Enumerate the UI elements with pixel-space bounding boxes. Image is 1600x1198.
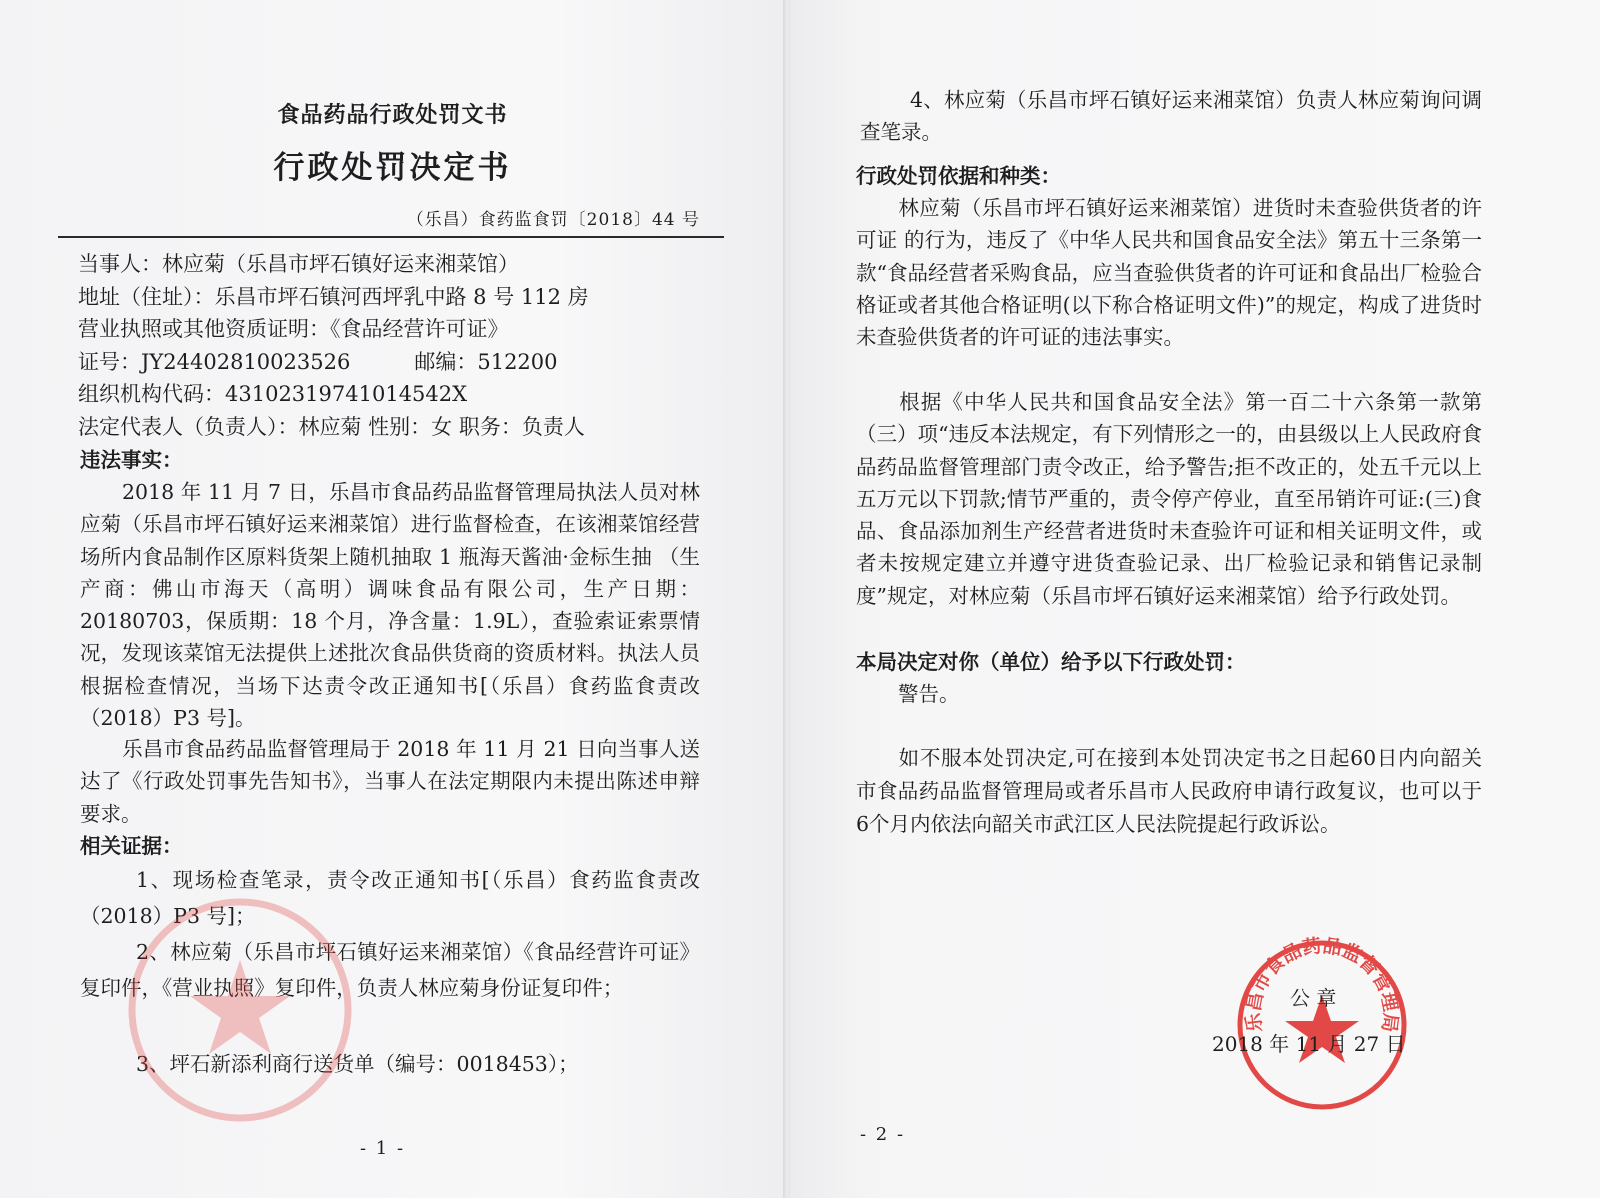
decision-date: 2018 年 11 月 27 日: [1212, 1032, 1406, 1056]
legal-representative: 法定代表人（负责人）：林应菊 性别：女 职务：负责人: [78, 414, 585, 439]
page-1: [0, 0, 785, 1198]
evidence-text-4: 4、林应菊（乐昌市坪石镇好运来湘菜馆）负责人林应菊询问调查笔录。: [860, 88, 1482, 145]
facts-paragraph-2: [80, 733, 700, 830]
evidence-text-3: 3、坪石新添利商行送货单（编号：0018453）；: [136, 1052, 579, 1076]
party-name: 当事人：林应菊（乐昌市坪石镇好运来湘菜馆）: [78, 252, 519, 276]
party-info: [78, 248, 589, 443]
document-series-title: 食品药品行政处罚文书: [277, 102, 508, 128]
evidence-text-1: 1、现场检查笔录，责令改正通知书[（乐昌）食药监食责改（2018）P3 号]；: [80, 868, 700, 928]
document-number: （乐昌）食药监食罚〔2018〕44 号: [406, 210, 700, 230]
basis-text-1: 林应菊（乐昌市坪石镇好运来湘菜馆）进货时未查验供货者的许可证 的行为，违反了《中华人民共和国食品安全法》第五十三条第一款“食品经营者采购食品，应当查验供货者的许可证和食品出厂检验合格证或者其他合格证明(以下称合格证明文件)”的规定，构成了进货时未查验供货者的许可证的违法事实。: [856, 196, 1482, 350]
license-row: [78, 346, 589, 379]
official-seal-faded: [120, 890, 360, 1130]
seal-text: 乐昌市食品药品监督管理局: [1242, 935, 1402, 1034]
facts-heading: 违法事实：: [80, 448, 183, 472]
page-number-1: - 1 -: [360, 1138, 406, 1159]
basis-paragraph-2: [856, 386, 1482, 612]
evidence-heading: 相关证据：: [80, 834, 183, 858]
basis-paragraph-1: [856, 192, 1482, 353]
seal-caption: 公 章: [1290, 986, 1337, 1010]
facts-text-2: 乐昌市食品药品监督管理局于 2018 年 11 月 21 日向当事人送达了《行政处罚事先告知书》，当事人在法定期限内未提出陈述申辩要求。: [80, 737, 700, 826]
page-number-2: - 2 -: [860, 1124, 906, 1145]
license-number: 证号：JY24402810023526: [78, 349, 351, 374]
appeal-text: 如不服本处罚决定,可在接到本处罚决定书之日起60日内向韶关市食品药品监督管理局或者乐昌市人民政府申请行政复议，也可以于6个月内依法向韶关市武江区人民法院提起行政诉讼。: [856, 746, 1482, 836]
party-address: 地址（住址）：乐昌市坪石镇河西坪乳中路 8 号 112 房: [78, 284, 589, 309]
postcode: 邮编：512200: [414, 349, 558, 374]
org-code: 组织机构代码：43102319741014542X: [78, 382, 468, 406]
facts-text-1: 2018 年 11 月 7 日，乐昌市食品药品监督管理局执法人员对林应菊（乐昌市坪石镇好运来湘菜馆）进行监督检查，在该湘菜馆经营场所内食品制作区原料货架上随机抽取 1 瓶海天酱油·金标生抽 （生产商：佛山市海天（高明）调味食品有限公司，生产日期：20180703，保质期：18 个月，净含量：1.9L），查验索证索票情况，发现该菜馆无法提供上述批次食品供货商的资质材料。执法人员根据检查情况，当场下达责令改正通知书[（乐昌）食药监食责改（2018）P3 号]。: [80, 480, 700, 731]
penalty-text: 警告。: [898, 682, 960, 706]
header-divider: [58, 236, 724, 238]
decision-penalty: [856, 678, 1482, 710]
evidence-item-4: [860, 84, 1482, 149]
document-title: 行政处罚决定书: [273, 150, 512, 186]
basis-text-2: 根据《中华人民共和国食品安全法》第一百二十六条第一款第（三）项“违反本法规定，有下列情形之一的，由县级以上人民政府食品药品监督管理部门责令改正，给予警告;拒不改正的，处五千元以上五万元以下罚款;情节严重的，责令停产停业，直至吊销许可证:(三)食品、食品添加剂生产经营者进货时未查验许可证和相关证明文件，或者未按规定建立并遵守进货查验记录、出厂检验记录和销售记录制度”规定，对林应菊（乐昌市坪石镇好运来湘菜馆）给予行政处罚。: [856, 390, 1482, 608]
page-2: [790, 0, 1600, 1198]
evidence-text-2: 2、林应菊（乐昌市坪石镇好运来湘菜馆）《食品经营许可证》复印件，《营业执照》复印件，负责人林应菊身份证复印件；: [80, 940, 700, 1000]
license-type: 营业执照或其他资质证明：《食品经营许可证》: [78, 317, 509, 341]
appeal-notice: [856, 742, 1482, 841]
facts-paragraph-1: [80, 476, 700, 734]
official-seal: [1232, 935, 1412, 1115]
decision-heading: 本局决定对你（单位）给予以下行政处罚：: [856, 650, 1246, 674]
basis-heading: 行政处罚依据和种类：: [856, 164, 1061, 188]
